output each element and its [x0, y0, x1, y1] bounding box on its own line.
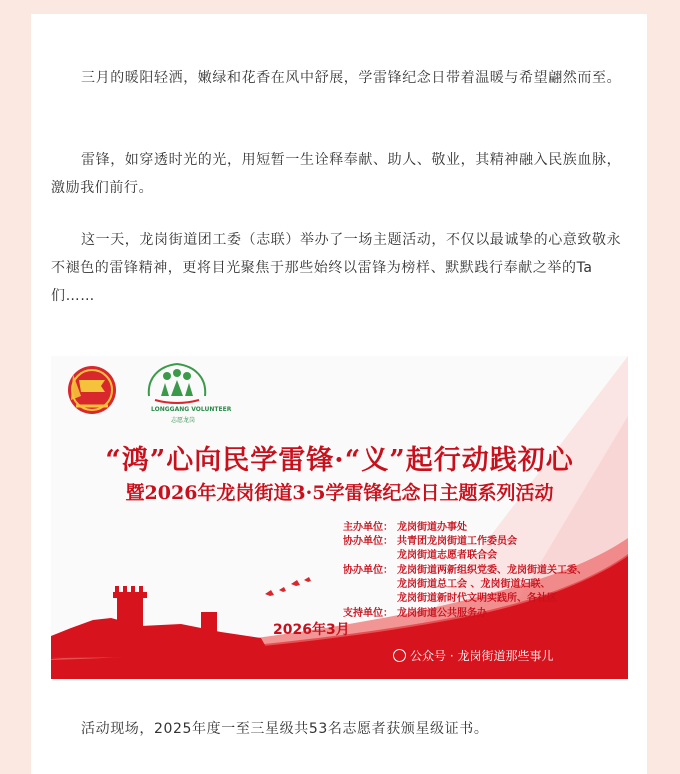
organizer-label: 主办单位：: [343, 522, 393, 533]
event-banner-image[interactable]: [51, 356, 628, 679]
watermark-text: 公众号 · 龙岗街道那些事儿: [410, 649, 554, 663]
organizer-value: 共青团龙岗街道工作委员会: [397, 536, 517, 547]
volunteer-logo-subtext: 志愿龙岗: [171, 417, 196, 424]
organizer-value: 龙岗街道办事处: [397, 522, 467, 533]
article-paragraph: 雷锋，如穿透时光的光，用短暂一生诠释奉献、助人、敬业，其精神融入民族血脉，激励我们前行。: [51, 152, 622, 196]
banner-date: 2026年3月: [273, 622, 350, 638]
article-card: [31, 14, 647, 774]
organizer-label: 协办单位：: [343, 565, 393, 576]
organizer-value: 龙岗街道志愿者联合会: [397, 550, 497, 561]
volunteer-logo-text: LONGGANG VOLUNTEER: [151, 406, 232, 413]
organizer-label: 支持单位：: [343, 608, 393, 619]
great-wall-icon: [51, 586, 271, 658]
organizer-value: 龙岗街道总工会 、龙岗街道妇联、: [397, 579, 551, 590]
organizer-value: 龙岗街道两新组织党委、龙岗街道关工委、: [397, 565, 587, 576]
wechat-icon: [393, 649, 406, 662]
volunteer-logo-icon: [149, 364, 205, 403]
banner-subtitle: 暨2026年龙岗街道3·5学雷锋纪念日主题系列活动: [125, 482, 554, 504]
organizer-value: 龙岗街道新时代文明实践所、各社区: [397, 593, 557, 604]
article-paragraph: 这一天，龙岗街道团工委（志联）举办了一场主题活动，不仅以最诚挚的心意致敬永不褪色的雷锋精神，更将目光聚焦于那些始终以雷锋为榜样、默默践行奉献之举的Ta们……: [51, 232, 622, 304]
doves-icon: [265, 577, 311, 596]
organizer-label: 协办单位：: [343, 536, 393, 547]
youth-league-emblem-icon: [68, 366, 116, 414]
article-paragraph: 活动现场，2025年度一至三星级共53名志愿者获颁星级证书。: [81, 721, 489, 737]
article-paragraph: 三月的暖阳轻洒，嫩绿和花香在风中舒展，学雷锋纪念日带着温暖与希望翩然而至。: [81, 70, 622, 86]
wechat-watermark: [393, 647, 553, 664]
organizer-value: 龙岗街道公共服务办: [397, 608, 487, 619]
banner-title: “鸿”心向民学雷锋·“义”起行动践初心: [105, 445, 574, 476]
